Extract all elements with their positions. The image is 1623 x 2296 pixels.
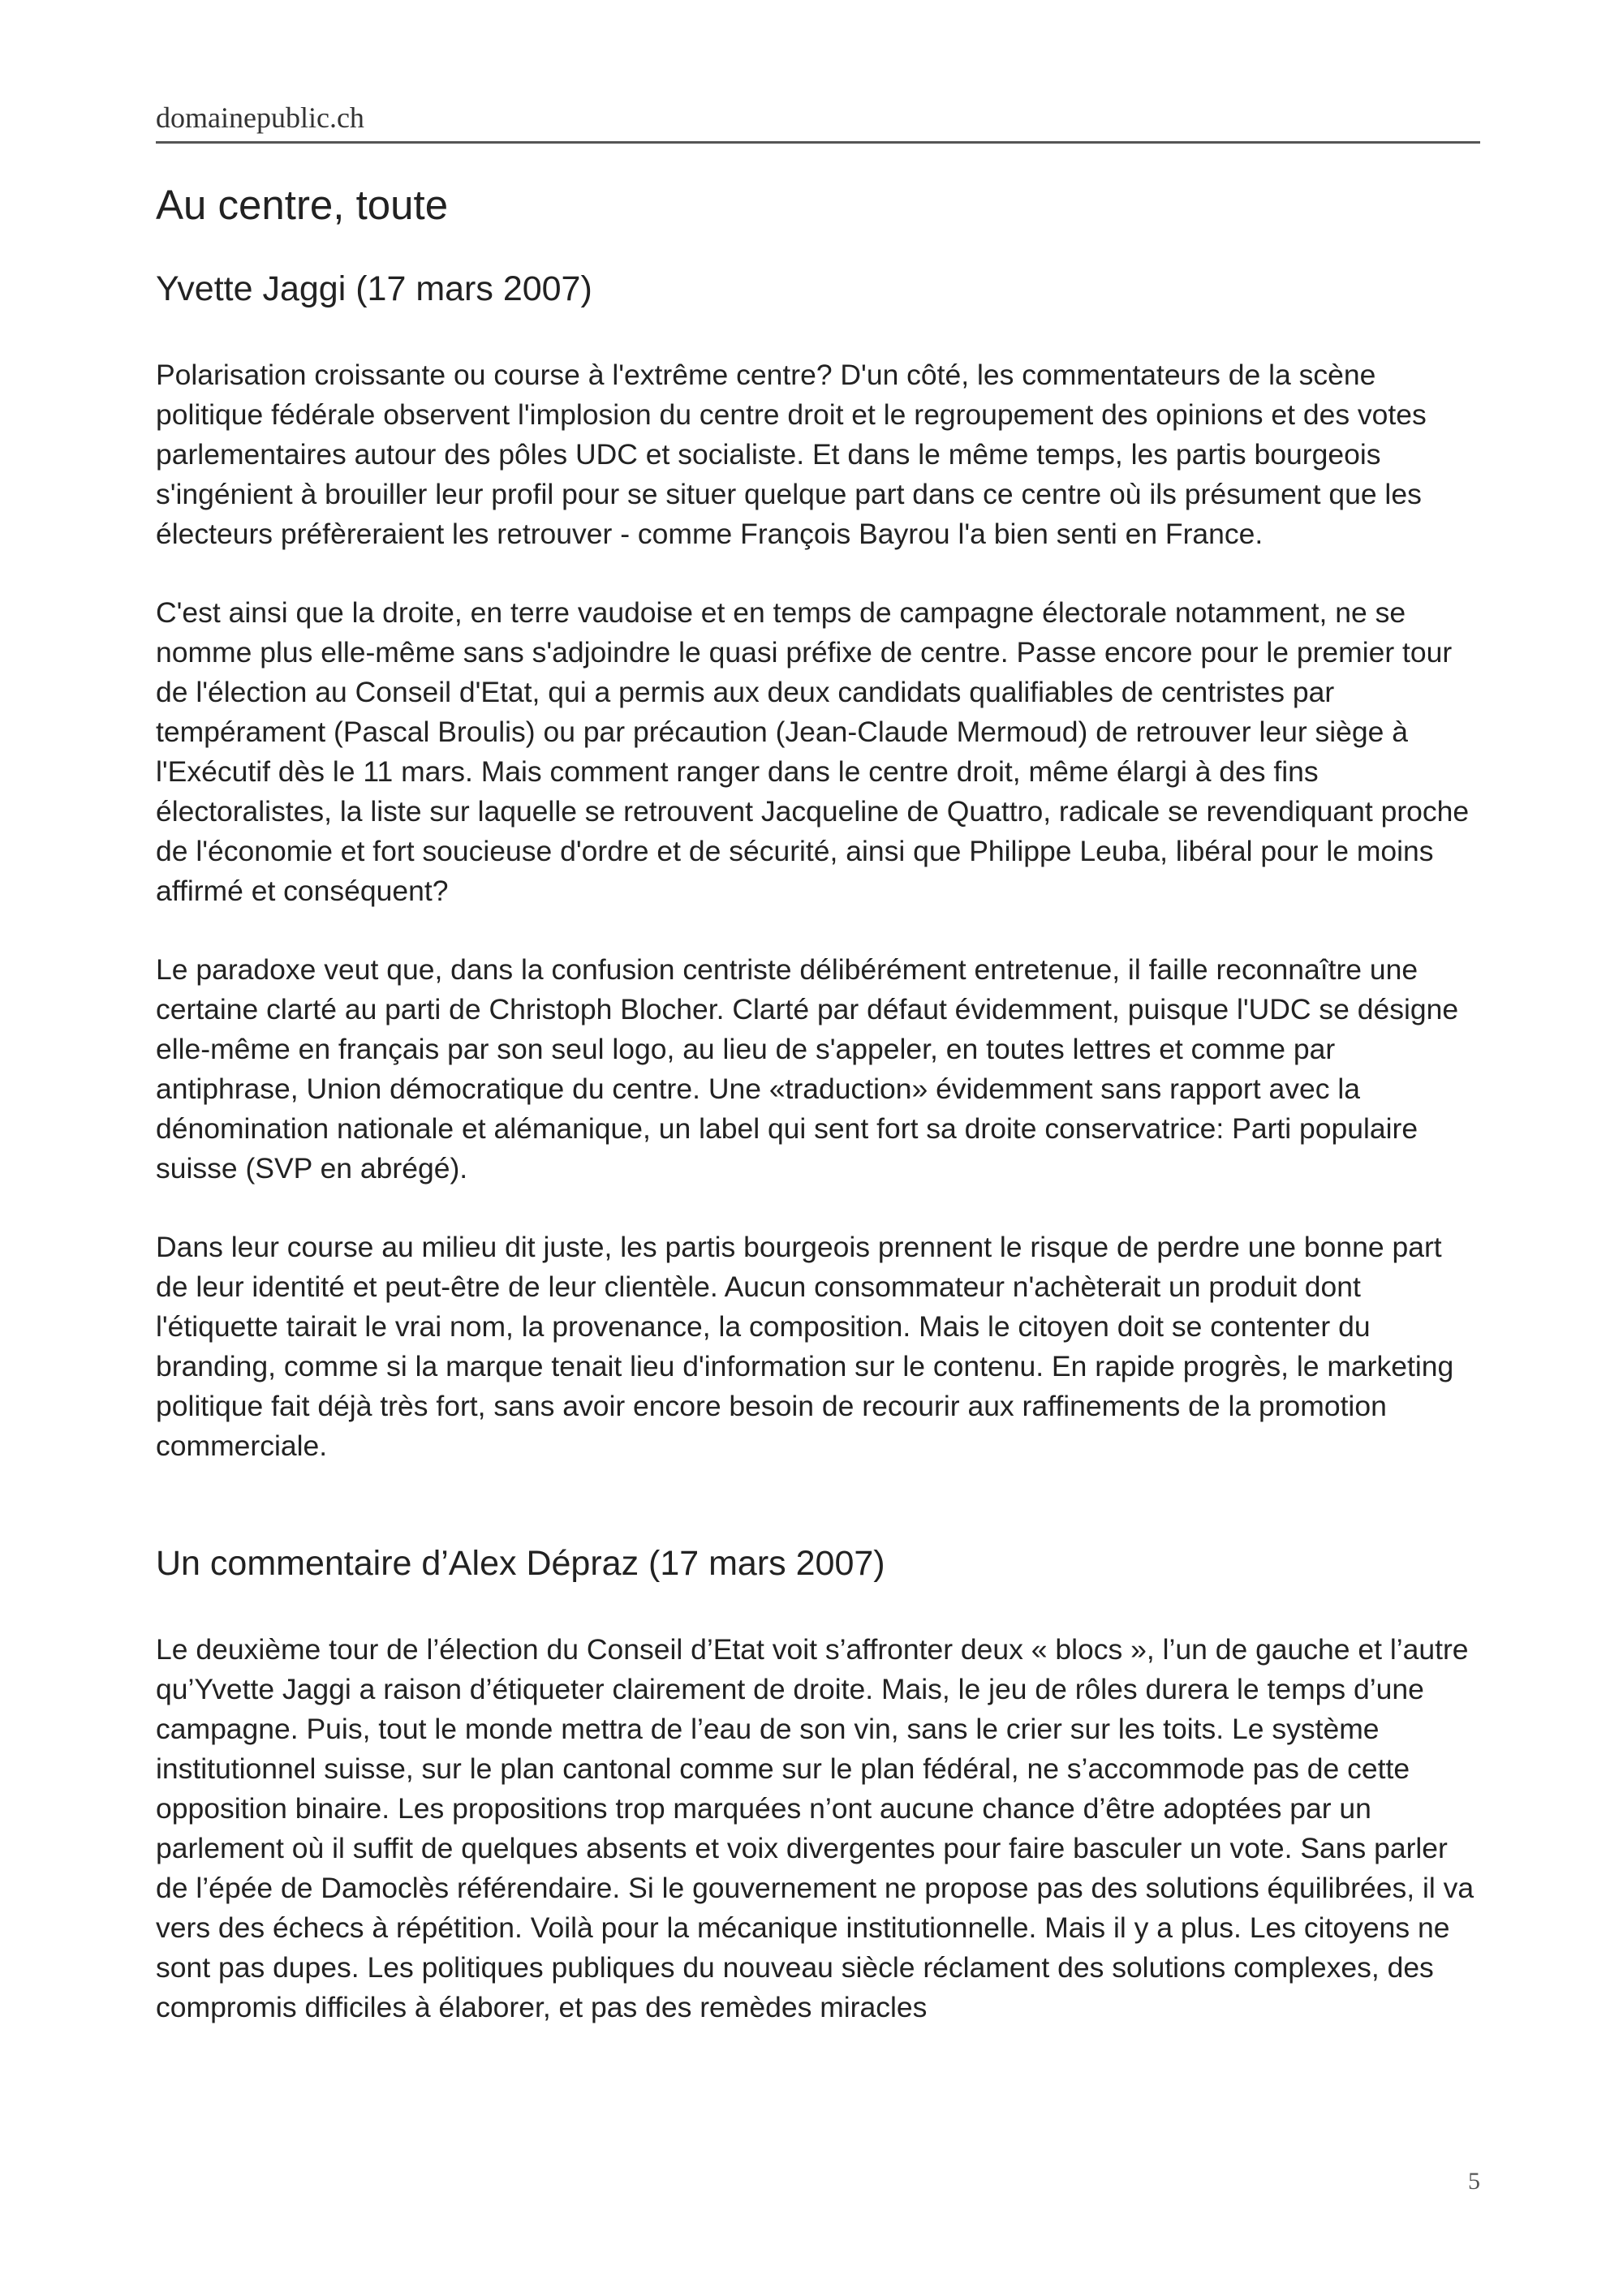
article-title: Au centre, toute: [156, 182, 449, 228]
page-number: 5: [1468, 2168, 1480, 2195]
page-header: [156, 99, 1480, 144]
article-paragraph-1: Polarisation croissante ou course à l'extrême centre? D'un côté, les commentateurs de la scène politique fédérale observent l'implosion du centre droit et le regroupement des opinions et des votes parlementaires autour des pôles UDC et socialiste. Et dans le même temps, les partis bourgeois s'ingénient à brouiller leur profil pour se situer quelque part dans ce centre où ils présument que les électeurs préfèreraient les retrouver - comme François Bayrou l'a bien senti en France.: [156, 359, 1427, 550]
article-paragraph-2: C'est ainsi que la droite, en terre vaudoise et en temps de campagne électorale notamment, ne se nomme plus elle-même sans s'adjoindre le quasi préfixe de centre. Passe encore pour le premier tour de l'élection au Conseil d'Etat, qui a permis aux deux candidats qualifiables de centristes par tempérament (Pascal Broulis) ou par précaution (Jean-Claude Mermoud) de retrouver leur siège à l'Exécutif dès le 11 mars. Mais comment ranger dans le centre droit, même élargi à des fins électoralistes, la liste sur laquelle se retrouvent Jacqueline de Quattro, radicale se revendiquant proche de l'économie et fort soucieuse d'ordre et de sécurité, ainsi que Philippe Leuba, libéral pour le moins affirmé et conséquent?: [156, 596, 1470, 907]
article-paragraph-3: Le paradoxe veut que, dans la confusion centriste délibérément entretenue, il faille reconnaître une certaine clarté au parti de Christoph Blocher. Clarté par défaut évidemment, puisque l'UDC se désigne elle-même en français par son seul logo, au lieu de s'appeler, en toutes lettres et comme par antiphrase, Union démocratique du centre. Une «traduction» évidemment sans rapport avec la dénomination nationale et alémanique, un label qui sent fort sa droite conservatrice: Parti populaire suisse (SVP en abrégé).: [156, 953, 1459, 1185]
comment-paragraph: Le deuxième tour de l’élection du Conseil d’Etat voit s’affronter deux « blocs », l’un de gauche et l’autre qu’Yvette Jaggi a raison d’étiqueter clairement de droite. Mais, le jeu de rôles durera le temps d’une campagne. Puis, tout le monde mettra de l’eau de son vin, sans le crier sur les toits. Le système institutionnel suisse, sur le plan cantonal comme sur le plan fédéral, ne s’accommode pas de cette opposition binaire. Les propositions trop marquées n’ont aucune chance d’être adoptées par un parlement où il suffit de quelques absents et voix divergentes pour faire basculer un vote. Sans parler de l’épée de Damoclès référendaire. Si le gouvernement ne propose pas des solutions équilibrées, il va vers des échecs à répétition. Voilà pour la mécanique institutionnelle. Mais il y a plus. Les citoyens ne sont pas dupes. Les politiques publiques du nouveau siècle réclament des solutions complexes, des compromis difficiles à élaborer, et pas des remèdes miracles: [156, 1633, 1474, 2023]
article-byline: Yvette Jaggi (17 mars 2007): [156, 269, 592, 308]
comment-heading: Un commentaire d’Alex Dépraz (17 mars 2007): [156, 1544, 885, 1583]
page-content: [156, 177, 1480, 2027]
site-name: domainepublic.ch: [156, 101, 364, 134]
article-paragraph-4: Dans leur course au milieu dit juste, les partis bourgeois prennent le risque de perdre une bonne part de leur identité et peut-être de leur clientèle. Aucun consommateur n'achèterait un produit dont l'étiquette tairait le vrai nom, la provenance, la composition. Mais le citoyen doit se contenter du branding, comme si la marque tenait lieu d'information sur le contenu. En rapide progrès, le marketing politique fait déjà très fort, sans avoir encore besoin de recourir aux raffinements de la promotion commerciale.: [156, 1231, 1454, 1462]
